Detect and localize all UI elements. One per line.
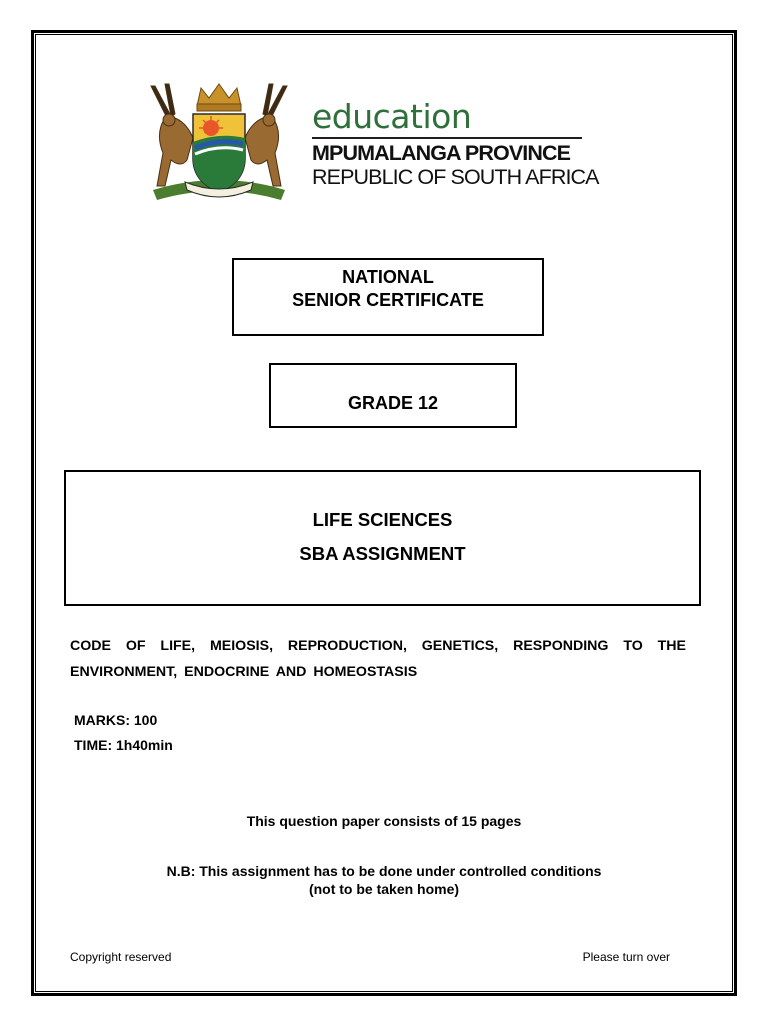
coat-of-arms-icon [135,78,303,208]
subject-line2: SBA ASSIGNMENT [299,543,466,564]
topics-list: CODE OF LIFE, MEIOSIS, REPRODUCTION, GENETICS, RESPONDING TO THE ENVIRONMENT, ENDOCRINE AND HOMEOSTASIS [70,638,686,680]
time-label: TIME: 1h40min [74,737,173,753]
grade-label: GRADE 12 [347,393,439,413]
brand-province: MPUMALANGA PROVINCE [312,141,571,165]
brand-country: REPUBLIC OF SOUTH AFRICA [312,165,599,189]
subject-box [64,470,701,606]
nb-line1: N.B: This assignment has to be done under controlled conditions [166,863,602,879]
brand-word: education [312,97,472,136]
turn-over-footer: Please turn over [582,950,670,964]
brand-divider [312,137,582,139]
subject-line1: LIFE SCIENCES [312,509,453,530]
certificate-line2: SENIOR CERTIFICATE [292,290,484,310]
grade-box [269,363,517,428]
nb-line2: (not to be taken home) [308,881,460,897]
certificate-line1: NATIONAL [342,267,434,287]
copyright-footer: Copyright reserved [70,950,172,964]
certificate-box [232,258,544,336]
pages-note: This question paper consists of 15 pages [246,813,522,829]
marks-label: MARKS: 100 [74,712,158,728]
